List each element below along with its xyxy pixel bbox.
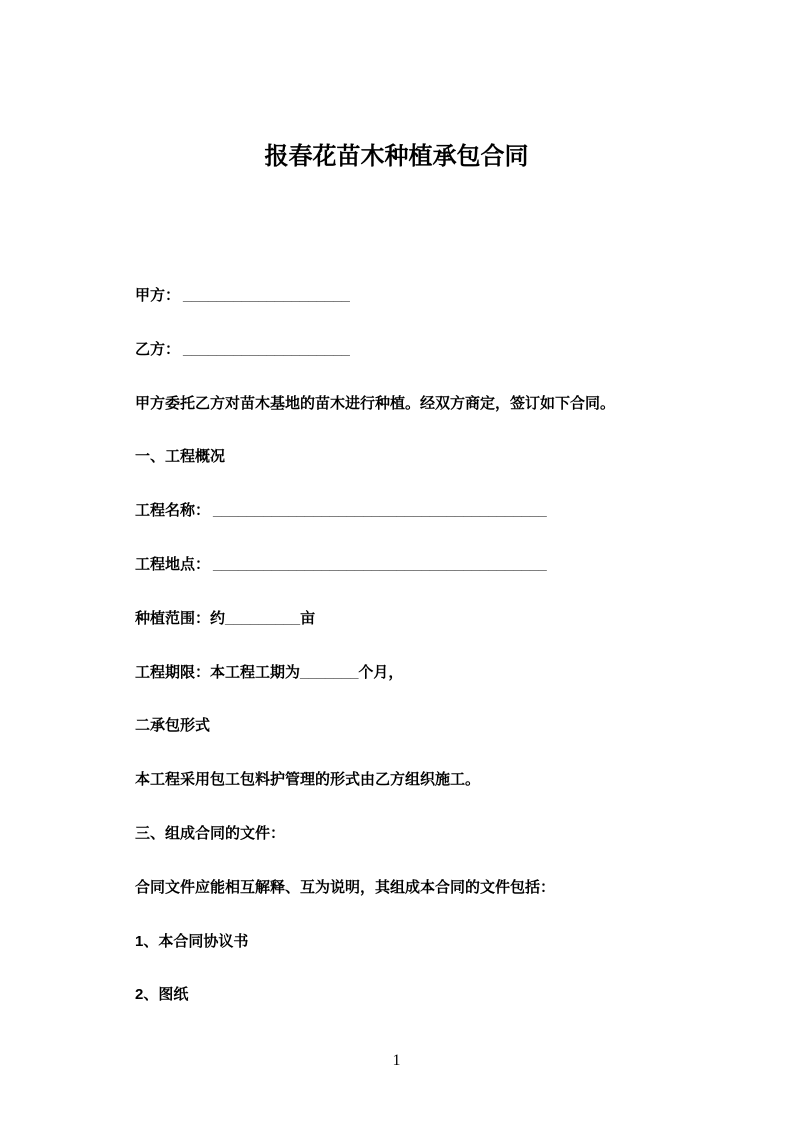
section1-heading: 一、工程概况 [135,448,226,466]
planting-scope-blank: _________ [225,609,301,627]
page-title: 报春花苗木种植承包合同 [264,143,529,170]
party-a-line [135,286,693,340]
section2-heading: 二承包形式 [135,717,211,735]
party-b-label: 乙方： [135,340,181,358]
project-duration-line [135,663,693,717]
page-number: 1 [392,1052,401,1069]
doc-item-1: 1、本合同协议书 [135,932,249,950]
party-a-label: 甲方： [135,287,181,304]
planting-scope-line [135,609,693,663]
project-location-line [135,555,693,609]
planting-scope-suffix: 亩 [300,609,316,627]
project-name-label: 工程名称： [135,502,211,520]
party-b-line [135,340,693,394]
project-duration-blank: _______ [300,663,359,681]
project-duration-suffix: 个月， [358,663,404,681]
section3-heading: 三、组成合同的文件： [135,824,286,842]
project-duration-prefix: 工程期限：本工程工期为 [135,663,301,681]
planting-scope-prefix: 种植范围：约 [135,609,226,627]
project-location-label: 工程地点： [135,555,211,573]
party-b-blank: ____________________ [183,340,350,358]
project-name-blank: ________________________________________ [213,502,547,520]
document-body [135,286,693,1039]
party-a-blank: ____________________ [183,287,350,304]
documents-intro-paragraph: 合同文件应能相互解释、互为说明，其组成本合同的文件包括： [135,878,556,896]
doc-item-2: 2、图纸 [135,986,189,1004]
project-name-line [135,501,693,555]
contract-form-paragraph: 本工程采用包工包料护管理的形式由乙方组织施工。 [135,771,481,789]
intro-paragraph: 甲方委托乙方对苗木基地的苗木进行种植。经双方商定，签订如下合同。 [135,394,616,412]
project-location-blank: ________________________________________ [213,555,547,573]
